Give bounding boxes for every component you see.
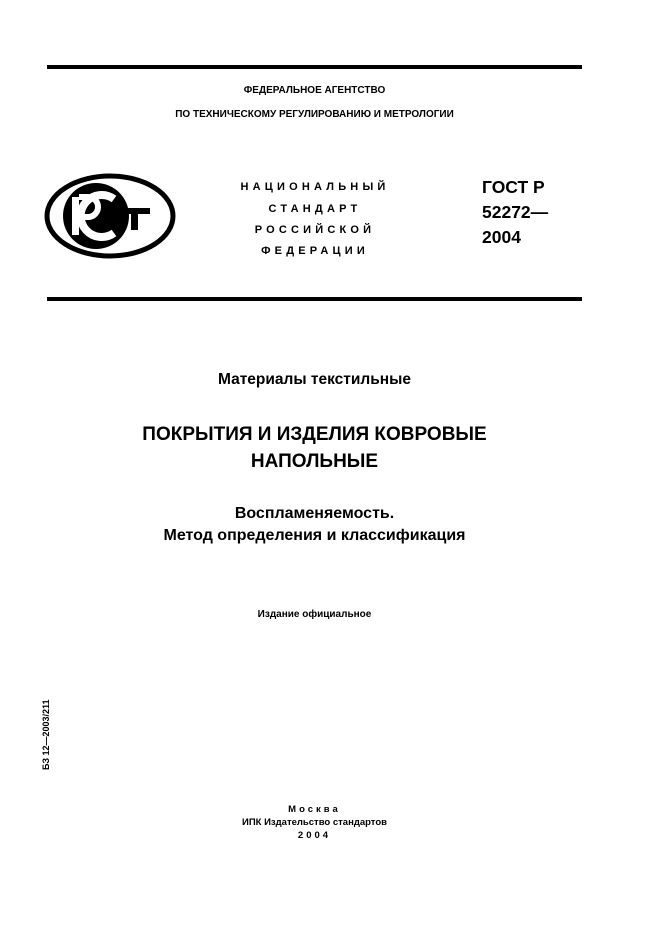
- main-title-line-1: ПОКРЫТИЯ И ИЗДЕЛИЯ КОВРОВЫЕ: [142, 424, 487, 445]
- subtitle-line-1: Воспламеняемость.: [234, 505, 395, 522]
- footer-year: 2004: [297, 830, 332, 841]
- middle-rule: [47, 297, 582, 301]
- gost-number-line-2: 52272—: [482, 202, 549, 222]
- national-standard-line-4: ФЕДЕРАЦИИ: [261, 245, 369, 257]
- subtitle-line-2: Метод определения и классификация: [163, 527, 466, 544]
- top-rule: [47, 65, 582, 69]
- gost-number-line-3: 2004: [482, 227, 521, 247]
- national-standard-line-1: НАЦИОНАЛЬНЫЙ: [240, 181, 390, 193]
- spine-code: БЗ 12—2003/211: [41, 699, 51, 770]
- agency-line-1: ФЕДЕРАЛЬНОЕ АГЕНТСТВО: [243, 85, 386, 96]
- edition-label: Издание официальное: [257, 609, 372, 620]
- national-standard-line-3: РОССИЙСКОЙ: [254, 224, 376, 236]
- footer-publisher: ИПК Издательство стандартов: [242, 817, 387, 828]
- main-title-line-2: НАПОЛЬНЫЕ: [250, 451, 379, 472]
- gost-number-line-1: ГОСТ Р: [482, 177, 545, 197]
- footer-city: Москва: [288, 804, 341, 815]
- category-title: Материалы текстильные: [217, 371, 412, 388]
- gost-r-emblem-icon: [44, 173, 176, 259]
- national-standard-line-2: СТАНДАРТ: [268, 203, 362, 215]
- agency-line-2: ПО ТЕХНИЧЕСКОМУ РЕГУЛИРОВАНИЮ И МЕТРОЛОГИИ: [175, 109, 454, 120]
